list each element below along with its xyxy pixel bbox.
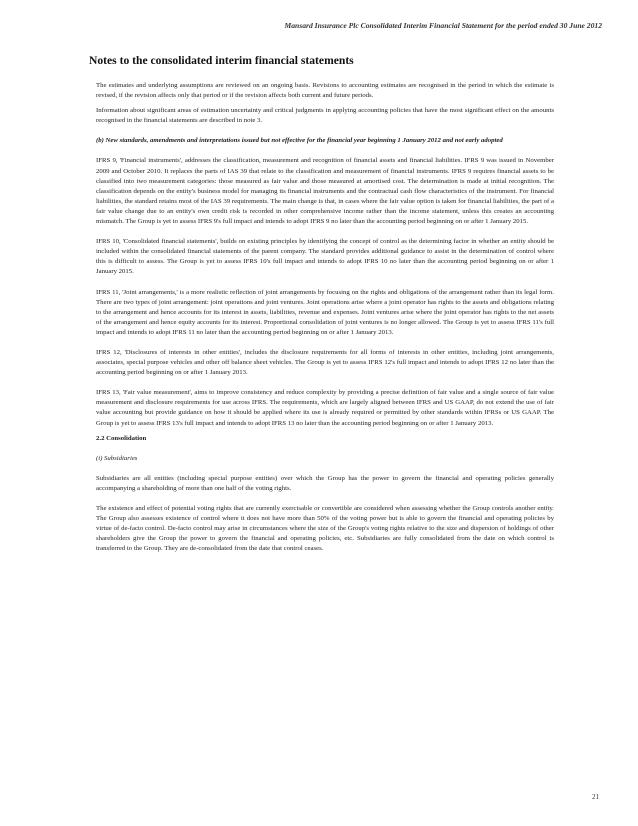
ifrs13-paragraph: IFRS 13, 'Fair value measurement', aims to improve consistency and reduce complexity by providing a precise definition of fair value and a single source of fair value measurement and disclosure requirements for use across IFRS. The requirements, which are largely aligned between IFRS and US GAAP, do not extend the use of fair value accounting but provide guidance on how it should be applied where its use is already required or permitted by other standards within IFRSs or US GAAP. The Group is yet to assess IFRS 13's full impact and intends to adopt IFRS 13 no later than the accounting period beginning on or after 1 January 2013. [96, 389, 554, 427]
ifrs9-paragraph: IFRS 9, 'Financial instruments', addresses the classification, measurement and recognition of financial assets and financial liabilities. IFRS 9 was issued in November 2009 and October 2010. It replaces the parts of IAS 39 that relate to the classification and measurement of financial instruments. IFRS 9 requires financial assets to be classified into two measurement categories: those measured as fair value and those measured at amortised cost. The determination is made at initial recognition. The classification depends on the entity's business model for managing its financial instruments and the contractual cash flow characteristics of the instrument. For financial liabilities, the standard retains most of the IAS 39 requirements. The main change is that, in cases where the fair value option is taken for financial liabilities, the part of a fair value change due to an entity's own credit risk is recorded in other comprehensive income rather than the income statement, unless this creates an accounting mismatch. The Group is yet to assess IFRS 9's full impact and intends to adopt IFRS 9 no later than the accounting period beginning on or after 1 January 2015. [96, 157, 554, 226]
ifrs10-paragraph: IFRS 10, 'Consolidated financial statements', builds on existing principles by identifying the concept of control as the determining factor in whether an entity should be included within the consolidated financial statements of the parent company. The standard provides additional guidance to assist in the determination of control where this is difficult to assess. The Group is yet to assess IFRS 10's full impact and intends to adopt IFRS 10 no later than the accounting period beginning on or after 1 January 2015. [96, 238, 554, 276]
running-header: Mansard Insurance Plc Consolidated Interim Financial Statement for the period ended 30 June 2012 [284, 21, 602, 30]
consolidation-heading: 2.2 Consolidation [96, 434, 147, 442]
notes-body [96, 81, 554, 559]
subsidiaries-definition-paragraph: Subsidiaries are all entities (including special purpose entities) over which the Group has the power to govern the financial and operating policies generally accompanying a shareholding of more than one half of the voting rights. [96, 474, 554, 492]
estimation-uncertainty-paragraph: Information about significant areas of estimation uncertainty and critical judgments in applying accounting policies that have the most significant effect on the amounts recognised in the financial statements are described in note 3. [96, 107, 554, 125]
ifrs12-paragraph: IFRS 12, 'Disclosures of interests in other entities', includes the disclosure requirements for all forms of interests in other entities, including joint arrangements, associates, special purpose vehicles and other off balance sheet vehicles. The Group is yet to assess IFRS 12's full impact and intends to adopt IFRS 12 no later than the accounting period beginning on or after 1 January 2013. [96, 348, 554, 377]
new-standards-heading: (b) New standards, amendments and interpretations issued but not effective for the financial year beginning 1 January 2012 and not early adopted [96, 137, 503, 145]
voting-rights-paragraph: The existence and effect of potential voting rights that are currently exercisable or convertible are considered when assessing whether the Group controls another entity. The Group also assesses existence of control where it does not have more than 50% of the voting power but is able to govern the financial and operating policies by virtue of de-facto control. De-facto control may arise in circumstances where the size of the Group's voting rights relative to the size and dispersion of holdings of other shareholders give the Group the power to govern the financial and operating policies, etc. Subsidiaries are fully consolidated from the date on which control is transferred to the Group. They are de-consolidated from the date that control ceases. [96, 505, 554, 553]
subsidiaries-subheading: (i) Subsidiaries [96, 454, 138, 462]
page-title: Notes to the consolidated interim financial statements [89, 54, 354, 67]
page-number: 21 [592, 793, 599, 801]
estimates-paragraph: The estimates and underlying assumptions are reviewed on an ongoing basis. Revisions to accounting estimates are recognised in the period in which the estimate is revised, if the revision affects only that period or if the revision affects both current and future periods. [96, 82, 554, 100]
ifrs11-paragraph: IFRS 11, 'Joint arrangements,' is a more realistic reflection of joint arrangements by focusing on the rights and obligations of the arrangement rather than its legal form. There are two types of joint arrangement: joint operations and joint ventures. Joint operations arise where a joint operator has rights to the assets and obligations relating to the arrangement and hence accounts for its interest in assets, liabilities, revenue and expenses. Joint ventures arise where the joint operator has rights to the net assets of the arrangement and hence equity accounts for its interest. Proportional consolidation of joint ventures is no longer allowed. The Group is yet to assess IFRS 11's full impact and intends to adopt IFRS 11 no later than the accounting period beginning on or after 1 January 2013. [96, 288, 554, 336]
